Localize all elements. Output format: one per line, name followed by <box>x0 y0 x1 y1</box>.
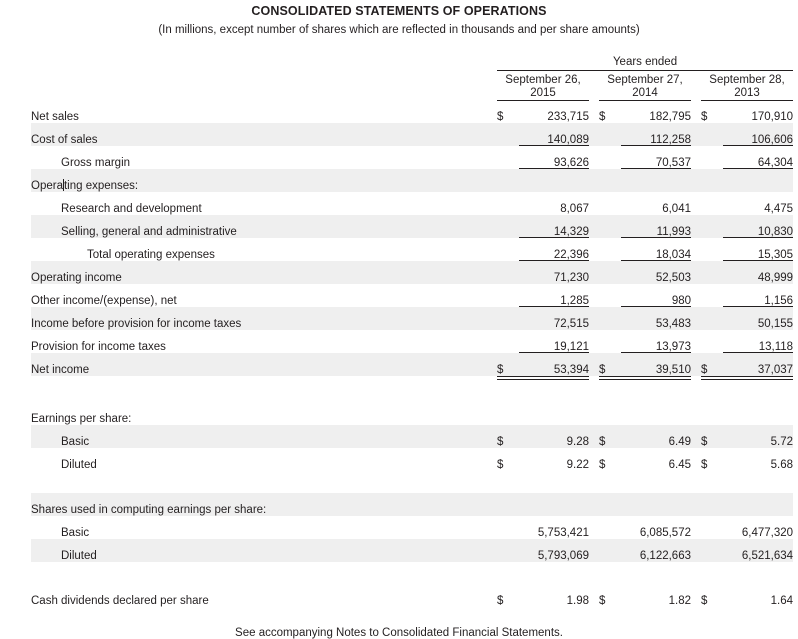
header-gap-1 <box>589 70 599 100</box>
currency-blank <box>701 493 723 516</box>
currency-eps-diluted-2013: $ <box>701 459 708 471</box>
table-row-cost-of-sales[interactable] <box>31 123 793 146</box>
table-row-eps-basic[interactable] <box>31 425 793 448</box>
value-other-income-2014: 980 <box>621 284 691 307</box>
table-row-eps-heading <box>31 402 793 425</box>
table-row-shares-heading <box>31 493 793 516</box>
value-eps-basic-2015: 9.28 <box>519 425 589 448</box>
header-spacer <box>31 52 497 68</box>
currency-rnd-2013 <box>701 192 723 215</box>
currency-shares-basic-2014 <box>599 516 621 539</box>
gap <box>589 493 599 516</box>
value-blank <box>519 169 589 192</box>
gap <box>691 425 701 448</box>
gap <box>691 192 701 215</box>
gap <box>691 402 701 425</box>
column-header-2014 <box>599 70 691 100</box>
row-label-eps-basic: Basic <box>31 425 497 448</box>
row-label-net-sales: Net sales <box>31 111 79 123</box>
page-subtitle: (In millions, except number of shares which are reflected in thousands and per share amounts) <box>158 24 640 36</box>
value-eps-diluted-2015: 9.22 <box>566 459 589 471</box>
gap <box>589 169 599 192</box>
spacer-cell <box>31 562 793 584</box>
value-gross-margin-2013: 64,304 <box>723 146 793 169</box>
value-total-opex-2015: 22,396 <box>519 238 589 261</box>
currency-total-opex-2013 <box>701 238 723 261</box>
gap <box>691 238 701 261</box>
table-row-total-operating-expenses[interactable] <box>31 238 793 261</box>
gap <box>589 330 599 353</box>
table-row-other-income[interactable] <box>31 284 793 307</box>
value-blank <box>621 493 691 516</box>
gap <box>589 284 599 307</box>
table-row-research-and-development[interactable] <box>31 192 793 215</box>
gap <box>691 100 701 123</box>
gap <box>691 146 701 169</box>
value-blank <box>519 493 589 516</box>
years-ended-label: Years ended <box>612 56 678 68</box>
table-row-tax-provision[interactable] <box>31 330 793 353</box>
table-row-operating-income[interactable] <box>31 261 793 284</box>
value-operating-income-2015: 71,230 <box>519 261 589 284</box>
currency-tax-provision-2013 <box>701 330 723 353</box>
row-label-shares-diluted: Diluted <box>31 539 497 562</box>
currency-tax-provision-2015 <box>497 330 519 353</box>
gap <box>691 307 701 330</box>
table-row-eps-diluted[interactable] <box>31 448 793 471</box>
currency-cost-of-sales-2013 <box>701 123 723 146</box>
value-tax-provision-2013: 13,118 <box>723 330 793 353</box>
header-gap-2 <box>691 70 701 100</box>
currency-blank <box>701 169 723 192</box>
value-blank <box>723 169 793 192</box>
value-blank <box>723 402 793 425</box>
gap <box>589 146 599 169</box>
value-tax-provision-2015: 19,121 <box>519 330 589 353</box>
income-statement-table <box>31 52 793 607</box>
currency-cost-of-sales-2015 <box>497 123 519 146</box>
currency-gross-margin-2013 <box>701 146 723 169</box>
table-row-selling-general-administrative[interactable] <box>31 215 793 238</box>
currency-gross-margin-2015 <box>497 146 519 169</box>
column-header-2013-line2: 2013 <box>734 86 760 99</box>
value-tax-provision-2014: 13,973 <box>621 330 691 353</box>
currency-blank <box>599 402 621 425</box>
currency-gross-margin-2014 <box>599 146 621 169</box>
value-operating-income-2014: 52,503 <box>621 261 691 284</box>
row-label-operating-income: Operating income <box>31 261 497 284</box>
row-label-other-income: Other income/(expense), net <box>31 295 177 307</box>
column-header-2015-line2: 2015 <box>530 86 556 99</box>
value-dividends-2014: 1.82 <box>668 595 691 607</box>
table-row-net-income[interactable] <box>31 353 793 376</box>
gap <box>691 169 701 192</box>
currency-other-income-2014 <box>599 284 621 307</box>
currency-rnd-2015 <box>497 192 519 215</box>
row-label-operating-expenses[interactable] <box>31 169 497 192</box>
value-blank <box>621 402 691 425</box>
table-row-gross-margin[interactable] <box>31 146 793 169</box>
value-shares-diluted-2013: 6,521,634 <box>723 539 793 562</box>
currency-net-income-2013: $ <box>701 353 723 376</box>
currency-dividends-2014: $ <box>599 595 606 607</box>
table-row-operating-expenses-heading[interactable] <box>31 169 793 192</box>
value-shares-basic-2014: 6,085,572 <box>639 527 691 539</box>
column-header-2014-line1: September 27, <box>607 73 683 86</box>
value-pretax-income-2013: 50,155 <box>723 307 793 330</box>
gap <box>589 584 599 607</box>
gap <box>691 584 701 607</box>
gap <box>589 192 599 215</box>
header-group-row <box>31 52 793 68</box>
value-blank <box>621 169 691 192</box>
value-dividends-2015: 1.98 <box>566 595 589 607</box>
currency-eps-basic-2014: $ <box>599 425 621 448</box>
value-net-sales-2013: 170,910 <box>751 111 794 123</box>
table-row-net-sales[interactable] <box>31 100 793 123</box>
gap <box>589 402 599 425</box>
value-blank <box>519 402 589 425</box>
currency-shares-diluted-2014 <box>599 539 621 562</box>
row-label-research-and-development: Research and development <box>61 203 202 215</box>
operating-expenses-label-part1: Opera <box>31 180 63 192</box>
spacer-before-dividends <box>31 562 793 584</box>
currency-operating-income-2014 <box>599 261 621 284</box>
currency-blank <box>497 493 519 516</box>
column-header-2014-line2: 2014 <box>632 86 658 99</box>
currency-pretax-income-2015 <box>497 307 519 330</box>
gap <box>691 215 701 238</box>
row-label-pretax-income: Income before provision for income taxes <box>31 307 497 330</box>
gap <box>589 238 599 261</box>
value-operating-income-2013: 48,999 <box>723 261 793 284</box>
currency-sga-2014 <box>599 215 621 238</box>
value-net-income-2014: 39,510 <box>621 353 691 376</box>
currency-rnd-2014 <box>599 192 621 215</box>
value-total-opex-2014: 18,034 <box>621 238 691 261</box>
spacer-cell <box>31 471 793 493</box>
value-cost-of-sales-2015: 140,089 <box>519 123 589 146</box>
gap <box>691 539 701 562</box>
gap <box>589 123 599 146</box>
row-label-cash-dividends: Cash dividends declared per share <box>31 595 209 607</box>
value-dividends-2013: 1.64 <box>770 595 794 607</box>
gap <box>589 448 599 471</box>
row-label-cost-of-sales: Cost of sales <box>31 123 497 146</box>
value-net-sales-2015: 233,715 <box>547 111 589 123</box>
row-label-tax-provision: Provision for income taxes <box>31 341 166 353</box>
gap <box>691 284 701 307</box>
currency-pretax-income-2014 <box>599 307 621 330</box>
currency-blank <box>599 169 621 192</box>
gap <box>691 123 701 146</box>
value-total-opex-2013: 15,305 <box>723 238 793 261</box>
gap <box>589 100 599 123</box>
currency-eps-diluted-2014: $ <box>599 459 606 471</box>
currency-shares-diluted-2015 <box>497 539 519 562</box>
value-rnd-2014: 6,041 <box>662 203 691 215</box>
header-dates-row <box>31 70 793 100</box>
currency-sga-2013 <box>701 215 723 238</box>
value-shares-basic-2015: 5,753,421 <box>537 527 589 539</box>
gap <box>589 539 599 562</box>
row-label-eps-heading: Earnings per share: <box>31 413 132 425</box>
row-label-eps-diluted: Diluted <box>61 459 97 471</box>
currency-other-income-2013 <box>701 284 723 307</box>
gap <box>589 353 599 376</box>
column-header-2013-line1: September 28, <box>709 73 785 86</box>
page-title: CONSOLIDATED STATEMENTS OF OPERATIONS <box>251 4 547 18</box>
gap <box>589 261 599 284</box>
value-rnd-2015: 8,067 <box>560 203 589 215</box>
value-cost-of-sales-2014: 112,258 <box>621 123 691 146</box>
value-pretax-income-2014: 53,483 <box>621 307 691 330</box>
footer-note: See accompanying Notes to Consolidated Financial Statements. <box>235 627 563 639</box>
value-other-income-2013: 1,156 <box>723 284 793 307</box>
currency-blank <box>701 402 723 425</box>
currency-shares-basic-2013 <box>701 516 723 539</box>
spacer-before-shares <box>31 471 793 493</box>
value-gross-margin-2015: 93,626 <box>519 146 589 169</box>
gap <box>589 215 599 238</box>
currency-blank <box>497 402 519 425</box>
gap <box>589 425 599 448</box>
currency-eps-basic-2013: $ <box>701 425 723 448</box>
currency-net-income-2014: $ <box>599 353 621 376</box>
gap <box>589 307 599 330</box>
row-label-sga: Selling, general and administrative <box>31 215 497 238</box>
value-eps-basic-2013: 5.72 <box>723 425 793 448</box>
currency-operating-income-2013 <box>701 261 723 284</box>
gap <box>691 261 701 284</box>
header-dates-spacer <box>31 70 497 100</box>
value-cost-of-sales-2013: 106,606 <box>723 123 793 146</box>
currency-eps-basic-2015: $ <box>497 425 519 448</box>
row-label-net-income: Net income <box>31 353 497 376</box>
value-sga-2013: 10,830 <box>723 215 793 238</box>
currency-other-income-2015 <box>497 284 519 307</box>
currency-net-income-2015: $ <box>497 353 519 376</box>
currency-total-opex-2014 <box>599 238 621 261</box>
currency-blank <box>497 169 519 192</box>
row-label-total-operating-expenses: Total operating expenses <box>87 249 215 261</box>
currency-net-sales-2014: $ <box>599 111 606 123</box>
column-header-2015 <box>497 70 589 100</box>
table-row-shares-diluted[interactable] <box>31 539 793 562</box>
value-eps-basic-2014: 6.49 <box>621 425 691 448</box>
value-rnd-2013: 4,475 <box>764 203 794 215</box>
gap <box>691 493 701 516</box>
value-net-income-2015: 53,394 <box>519 353 589 376</box>
currency-tax-provision-2014 <box>599 330 621 353</box>
value-sga-2014: 11,993 <box>621 215 691 238</box>
currency-pretax-income-2013 <box>701 307 723 330</box>
currency-blank <box>599 493 621 516</box>
value-eps-diluted-2014: 6.45 <box>668 459 691 471</box>
spacer-cell <box>31 380 793 402</box>
gap <box>691 330 701 353</box>
table-row-pretax-income[interactable] <box>31 307 793 330</box>
currency-cost-of-sales-2014 <box>599 123 621 146</box>
currency-shares-basic-2015 <box>497 516 519 539</box>
value-blank <box>723 493 793 516</box>
spacer-before-eps <box>31 380 793 402</box>
currency-net-sales-2013: $ <box>701 111 708 123</box>
value-shares-basic-2013: 6,477,320 <box>741 527 794 539</box>
value-other-income-2015: 1,285 <box>519 284 589 307</box>
currency-total-opex-2015 <box>497 238 519 261</box>
currency-operating-income-2015 <box>497 261 519 284</box>
table-row-cash-dividends[interactable] <box>31 584 793 607</box>
value-shares-diluted-2015: 5,793,069 <box>519 539 589 562</box>
currency-dividends-2015: $ <box>497 595 504 607</box>
currency-eps-diluted-2015: $ <box>497 459 504 471</box>
row-label-shares-basic: Basic <box>61 527 90 539</box>
row-label-gross-margin: Gross margin <box>61 157 131 169</box>
gap <box>691 516 701 539</box>
value-net-income-2013: 37,037 <box>723 353 793 376</box>
currency-dividends-2013: $ <box>701 595 708 607</box>
gap <box>691 353 701 376</box>
value-shares-diluted-2014: 6,122,663 <box>621 539 691 562</box>
column-header-2015-line1: September 26, <box>505 73 581 86</box>
currency-net-sales-2015: $ <box>497 111 504 123</box>
value-gross-margin-2014: 70,537 <box>621 146 691 169</box>
row-label-shares-heading: Shares used in computing earnings per share: <box>31 493 497 516</box>
currency-sga-2015 <box>497 215 519 238</box>
value-pretax-income-2015: 72,515 <box>519 307 589 330</box>
currency-shares-diluted-2013 <box>701 539 723 562</box>
column-header-2013 <box>701 70 793 100</box>
gap <box>691 448 701 471</box>
value-net-sales-2014: 182,795 <box>649 111 691 123</box>
value-eps-diluted-2013: 5.68 <box>770 459 794 471</box>
table-row-shares-basic[interactable] <box>31 516 793 539</box>
gap <box>589 516 599 539</box>
value-sga-2015: 14,329 <box>519 215 589 238</box>
operating-expenses-label-part2: ting expenses: <box>63 180 139 192</box>
